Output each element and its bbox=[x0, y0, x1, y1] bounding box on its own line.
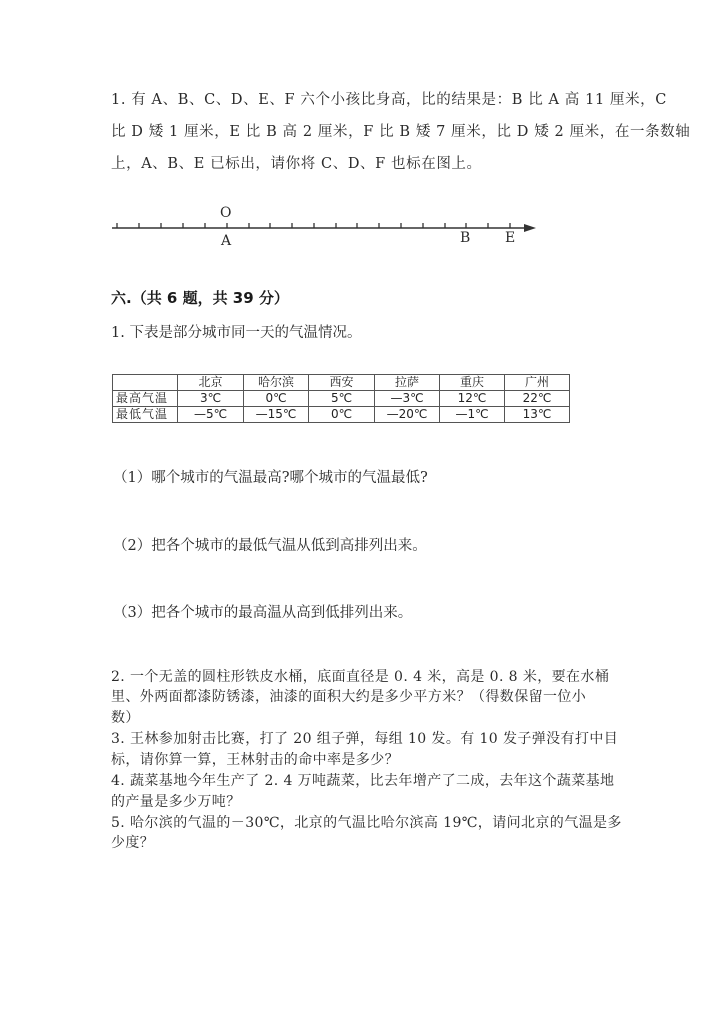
problem-line: 标，请你算一算，王林射击的命中率是多少？ bbox=[111, 752, 399, 768]
table-cell: 0℃ bbox=[244, 391, 309, 407]
table-cell: 22℃ bbox=[505, 391, 570, 407]
origin-label: O bbox=[220, 205, 232, 221]
table-cell: 5℃ bbox=[309, 391, 375, 407]
table-cell: 3℃ bbox=[178, 391, 244, 407]
problem-line: 3. 王林参加射击比赛，打了 20 组子弹，每组 10 发。有 10 发子弹没有打中目 bbox=[111, 731, 619, 747]
point-label-e: E bbox=[505, 230, 516, 246]
arrow-head-icon bbox=[524, 224, 536, 232]
table-header-cell: 拉萨 bbox=[375, 375, 440, 391]
table-row-label: 最高气温 bbox=[113, 391, 178, 407]
problem-line: 4. 蔬菜基地今年生产了 2. 4 万吨蔬菜，比去年增产了二成，去年这个蔬菜基地 bbox=[111, 773, 615, 789]
table-cell: —20℃ bbox=[375, 407, 440, 423]
table-row bbox=[113, 407, 570, 423]
problem-line: 的产量是多少万吨？ bbox=[111, 794, 241, 810]
sub-question-2: （2）把各个城市的最低气温从低到高排列出来。 bbox=[113, 538, 427, 554]
question-height-line-2: 比 D 矮 1 厘米，E 比 B 高 2 厘米，F 比 B 矮 7 厘米，比 D 矮 2 厘米，在一条数轴 bbox=[111, 124, 691, 140]
table-header-cell: 哈尔滨 bbox=[244, 375, 309, 391]
number-line-ticks bbox=[117, 223, 510, 228]
question-temperature-intro: 1. 下表是部分城市同一天的气温情况。 bbox=[111, 325, 362, 341]
sub-question-3: （3）把各个城市的最高温从高到低排列出来。 bbox=[113, 605, 413, 621]
problem-line: 5. 哈尔滨的气温的－30℃，北京的气温比哈尔滨高 19℃，请问北京的气温是多 bbox=[111, 815, 622, 831]
table-cell: 13℃ bbox=[505, 407, 570, 423]
problem-line: 数） bbox=[111, 710, 140, 726]
section-title: 六.（共 6 题，共 39 分） bbox=[111, 289, 289, 307]
table-cell: 0℃ bbox=[309, 407, 375, 423]
problem-line: 少度？ bbox=[111, 835, 155, 851]
table-header-cell: 重庆 bbox=[440, 375, 505, 391]
table-header-row bbox=[113, 375, 570, 391]
question-height-line-3: 上，A、B、E 已标出，请你将 C、D、F 也标在图上。 bbox=[111, 156, 482, 172]
table-row bbox=[113, 391, 570, 407]
sub-question-1: （1）哪个城市的气温最高?哪个城市的气温最低? bbox=[113, 470, 428, 486]
question-height-line-1: 1. 有 A、B、C、D、E、F 六个小孩比身高，比的结果是：B 比 A 高 11 厘米，C bbox=[111, 92, 667, 108]
table-header-cell bbox=[113, 375, 178, 391]
table-cell: —3℃ bbox=[375, 391, 440, 407]
table-header-cell: 广州 bbox=[505, 375, 570, 391]
table-cell: 12℃ bbox=[440, 391, 505, 407]
point-label-b: B bbox=[460, 230, 471, 246]
point-label-a: A bbox=[221, 233, 232, 249]
table-cell: —1℃ bbox=[440, 407, 505, 423]
problem-line: 2. 一个无盖的圆柱形铁皮水桶，底面直径是 0. 4 米，高是 0. 8 米，要在水桶 bbox=[111, 669, 610, 685]
table-header-cell: 西安 bbox=[309, 375, 375, 391]
table-row-label: 最低气温 bbox=[113, 407, 178, 423]
problem-line: 里、外两面都漆防锈漆，油漆的面积大约是多少平方米？（得数保留一位小 bbox=[111, 689, 587, 705]
table-cell: —15℃ bbox=[244, 407, 309, 423]
table-header-cell: 北京 bbox=[178, 375, 244, 391]
temperature-table bbox=[112, 374, 570, 423]
table-cell: —5℃ bbox=[178, 407, 244, 423]
